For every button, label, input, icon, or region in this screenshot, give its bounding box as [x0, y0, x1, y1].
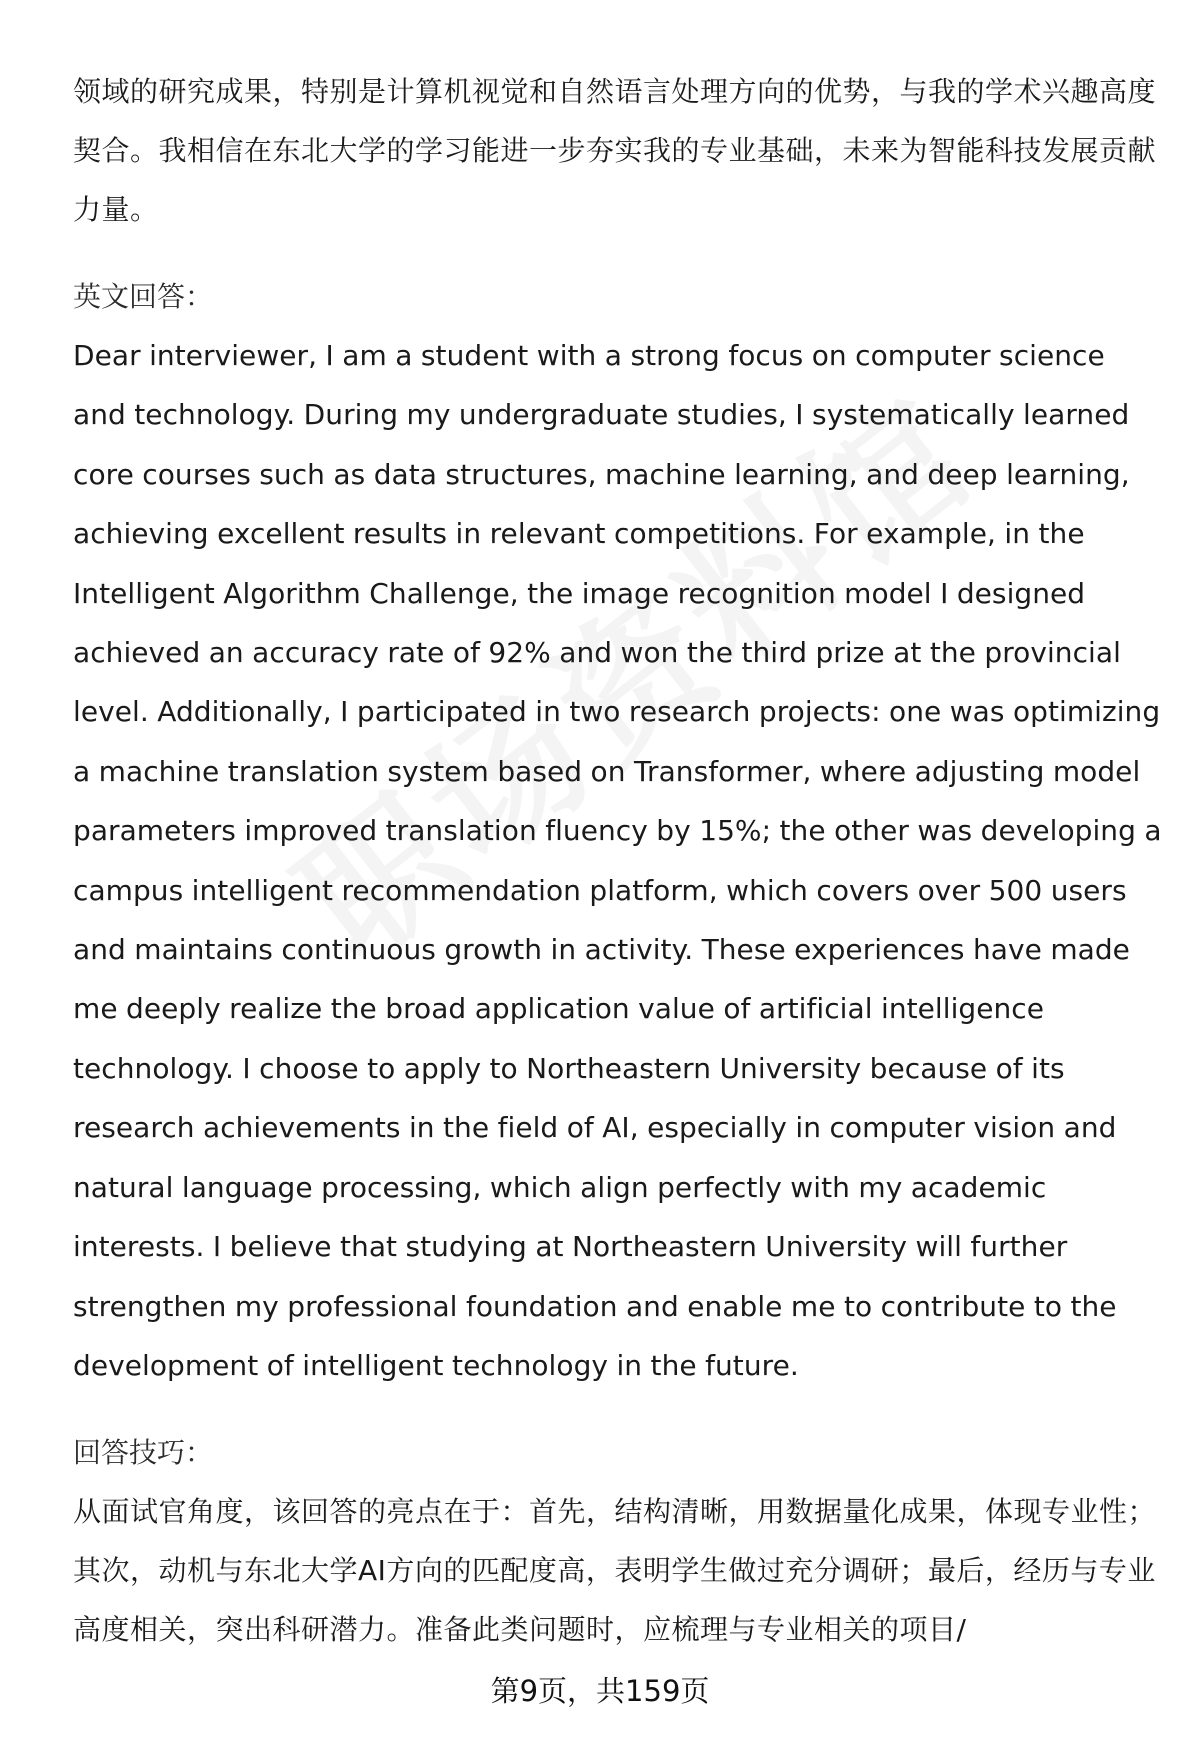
page-content	[73, 62, 1163, 1659]
english-answer-heading: 英文回答：	[73, 280, 214, 313]
intro-continuation-paragraph: 领域的研究成果，特别是计算机视觉和自然语言处理方向的优势，与我的学术兴趣高度契合。我相信在东北大学的学习能进一步夯实我的专业基础，未来为智能科技发展贡献力量。	[73, 75, 1157, 226]
answer-tips-paragraph: 从面试官角度，该回答的亮点在于：首先，结构清晰，用数据量化成果，体现专业性；其次，动机与东北大学AI方向的匹配度高，表明学生做过充分调研；最后，经历与专业高度相关，突出科研潜力。准备此类问题时，应梳理与专业相关的项目/	[73, 1495, 1157, 1647]
page-number-footer: 第9页，共159页	[490, 1674, 710, 1708]
answer-tips-heading: 回答技巧：	[73, 1436, 214, 1470]
english-answer-paragraph: Dear interviewer, I am a student with a strong focus on computer science and technology. During my undergraduate studies, I systematically learned core courses such as data structures, machine learning, and deep learning, achieving excellent results in relevant competitions. For example, in the Intelligent Algorithm Challenge, the image recognition model I designed achieved an accuracy rate of 92% and won the third prize at the provincial level. Additionally, I participated in two research projects: one was optimizing a machine translation system based on Transformer, where adjusting model parameters improved translation fluency by 15%; the other was developing a campus intelligent recommendation platform, which covers over 500 users and maintains continuous growth in activity. These experiences have made me deeply realize the broad application value of artificial intelligence technology. I choose to apply to Northeastern University because of its research achievements in the field of AI, especially in computer vision and natural language processing, which align perfectly with my academic interests. I believe that studying at Northeastern University will further strengthen my professional foundation and enable me to contribute to the development of intelligent technology in the future.	[73, 339, 1162, 1382]
